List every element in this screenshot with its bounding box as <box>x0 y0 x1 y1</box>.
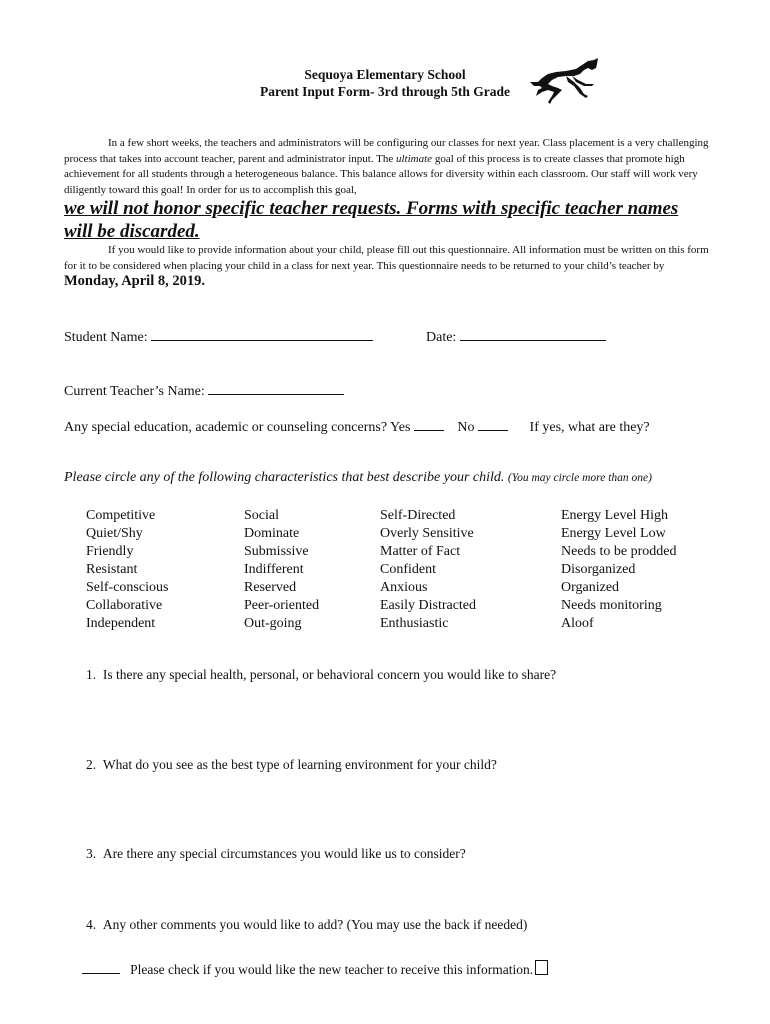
characteristic-option[interactable]: Energy Level High <box>561 508 669 523</box>
question-number: 1. <box>86 667 97 682</box>
characteristic-option[interactable]: Collaborative <box>86 598 163 613</box>
current-teacher-label: Current Teacher’s Name: <box>64 384 205 399</box>
characteristic-option[interactable]: Energy Level Low <box>561 526 666 541</box>
current-teacher-field <box>64 382 344 400</box>
characteristic-option[interactable]: Overly Sensitive <box>380 526 474 541</box>
school-name: Sequoya Elementary School <box>304 67 466 82</box>
question-text: What do you see as the best type of learning environment for your child? <box>102 757 497 772</box>
student-name-blank[interactable] <box>151 328 373 341</box>
warning-discarded: Forms with specific teacher names will be discarded. <box>64 198 679 242</box>
horse-logo-icon <box>528 56 600 108</box>
characteristic-option[interactable]: Social <box>244 508 279 523</box>
date-label: Date: <box>426 330 457 345</box>
characteristic-option[interactable]: Anxious <box>380 580 428 595</box>
characteristic-option[interactable]: Easily Distracted <box>380 598 477 613</box>
characteristic-option[interactable]: Out-going <box>244 616 302 631</box>
intro-emphasis: ultimate <box>396 152 433 165</box>
date-field <box>426 328 606 346</box>
student-name-label: Student Name: <box>64 330 148 345</box>
warning-separator: . <box>396 198 406 219</box>
yes-label: Yes <box>390 420 411 435</box>
warning-statement <box>64 197 704 243</box>
characteristics-column-3 <box>380 507 476 633</box>
characteristic-option[interactable]: Enthusiastic <box>380 616 449 631</box>
new-teacher-consent <box>82 960 548 978</box>
characteristic-option[interactable]: Matter of Fact <box>380 544 461 559</box>
date-blank[interactable] <box>460 328 606 341</box>
characteristic-option[interactable]: Confident <box>380 562 436 577</box>
intro-paragraph <box>64 136 712 198</box>
instructions-paragraph <box>64 243 712 291</box>
yes-blank[interactable] <box>414 418 444 431</box>
question-text: Any other comments you would like to add? (You may use the back if needed) <box>102 917 528 932</box>
characteristic-option[interactable]: Quiet/Shy <box>86 526 143 541</box>
question-4 <box>86 917 527 933</box>
consent-text: Please check if you would like the new teacher to receive this information. <box>130 962 534 977</box>
no-blank[interactable] <box>478 418 508 431</box>
characteristic-option[interactable]: Peer-oriented <box>244 598 320 613</box>
characteristic-option[interactable]: Aloof <box>561 616 594 631</box>
characteristic-option[interactable]: Needs to be prodded <box>561 544 677 559</box>
question-2 <box>86 757 497 773</box>
characteristic-option[interactable]: Disorganized <box>561 562 636 577</box>
characteristic-option[interactable]: Competitive <box>86 508 156 523</box>
characteristic-option[interactable]: Organized <box>561 580 620 595</box>
form-title: Parent Input Form- 3rd through 5th Grade <box>259 84 510 99</box>
characteristic-option[interactable]: Reserved <box>244 580 297 595</box>
no-label: No <box>457 420 475 435</box>
characteristic-option[interactable]: Resistant <box>86 562 138 577</box>
question-text: Is there any special health, personal, or behavioral concern you would like to share? <box>102 667 557 682</box>
characteristic-option[interactable]: Friendly <box>86 544 134 559</box>
characteristic-option[interactable]: Dominate <box>244 526 300 541</box>
characteristics-note: (You may circle more than one) <box>507 472 652 484</box>
characteristic-option[interactable]: Self-conscious <box>86 580 169 595</box>
concerns-field <box>64 418 650 436</box>
characteristic-option[interactable]: Submissive <box>244 544 309 559</box>
if-yes-label: If yes, what are they? <box>529 420 650 435</box>
characteristic-option[interactable]: Indifferent <box>244 562 304 577</box>
question-1 <box>86 667 556 683</box>
intro-text-b: goal of this process is to create classes that promote high achievement for all students through a heterogeneous balance. This balance allows for diversity within each classroom. Our staff will work very diligently toward this goal! In order for us to accomplish this goal, <box>64 152 698 196</box>
question-number: 3. <box>86 846 97 861</box>
characteristics-heading <box>64 470 652 486</box>
current-teacher-blank[interactable] <box>208 382 344 395</box>
characteristics-column-4 <box>561 507 676 633</box>
question-number: 2. <box>86 757 97 772</box>
instructions-text: If you would like to provide information about your child, please fill out this questionnaire. All information must be written on this form for it to be considered when placing your child in a class for next year. This questionnaire needs to be returned to your child’s teacher by <box>64 244 709 272</box>
deadline-date: Monday, April 8, 2019. <box>64 273 205 289</box>
warning-no-requests: we will not honor specific teacher requests <box>64 198 397 219</box>
student-name-field <box>64 328 373 346</box>
characteristic-option[interactable]: Self-Directed <box>380 508 456 523</box>
characteristic-option[interactable]: Independent <box>86 616 156 631</box>
question-3 <box>86 846 466 862</box>
characteristics-heading-text: Please circle any of the following characteristics that best describe your child. <box>64 470 505 485</box>
consent-blank[interactable] <box>82 961 120 974</box>
concerns-label: Any special education, academic or counseling concerns? <box>64 420 388 435</box>
characteristic-option[interactable]: Needs monitoring <box>561 598 662 613</box>
characteristics-column-1 <box>86 507 168 633</box>
question-number: 4. <box>86 917 97 932</box>
characteristics-column-2 <box>244 507 319 633</box>
question-text: Are there any special circumstances you would like us to consider? <box>102 846 466 861</box>
intro-text-a: In a few short weeks, the teachers and administrators will be configuring our classes for next year. Class placement is a very challenging process that takes into account teacher, parent and administrator input. The <box>64 137 709 165</box>
consent-checkbox[interactable] <box>535 960 548 975</box>
